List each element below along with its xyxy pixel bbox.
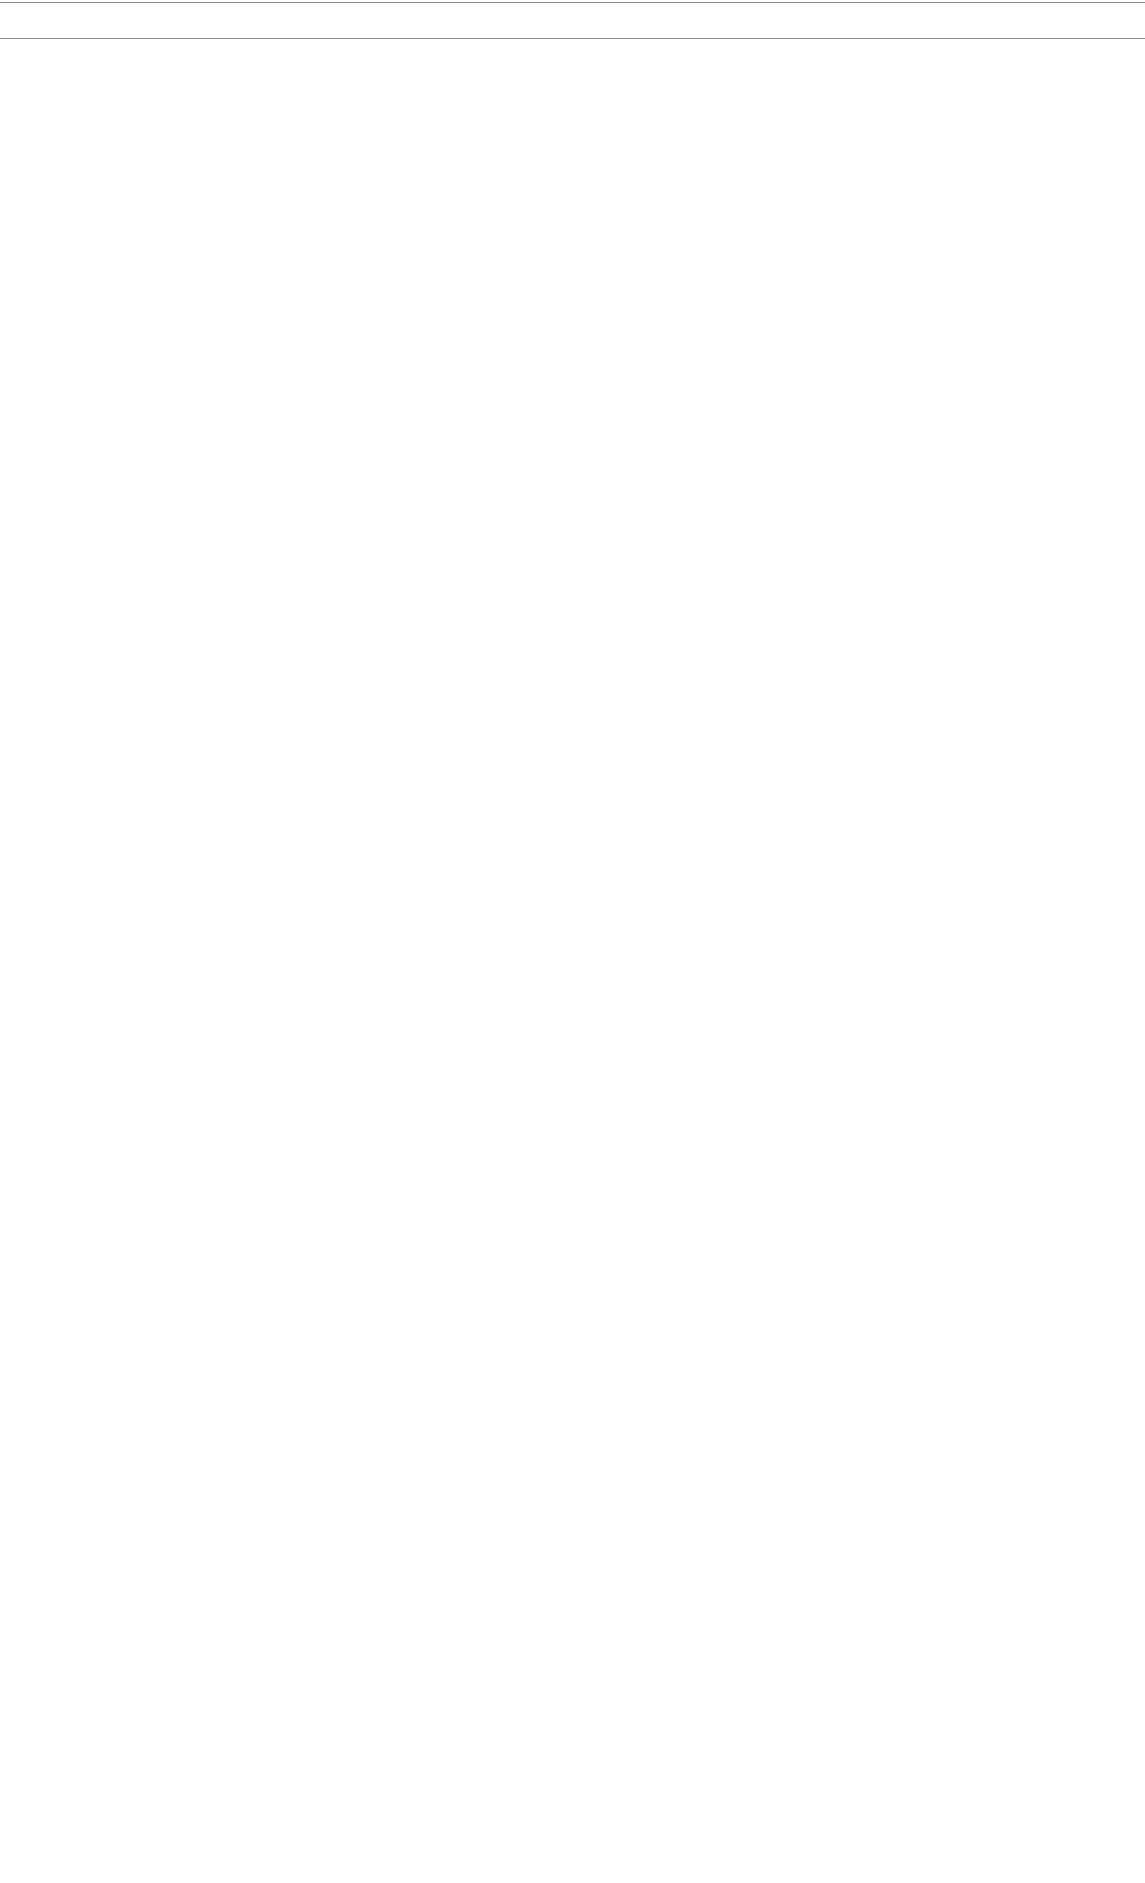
data-table: [0, 0, 1145, 39]
section-header: [0, 3, 1145, 39]
